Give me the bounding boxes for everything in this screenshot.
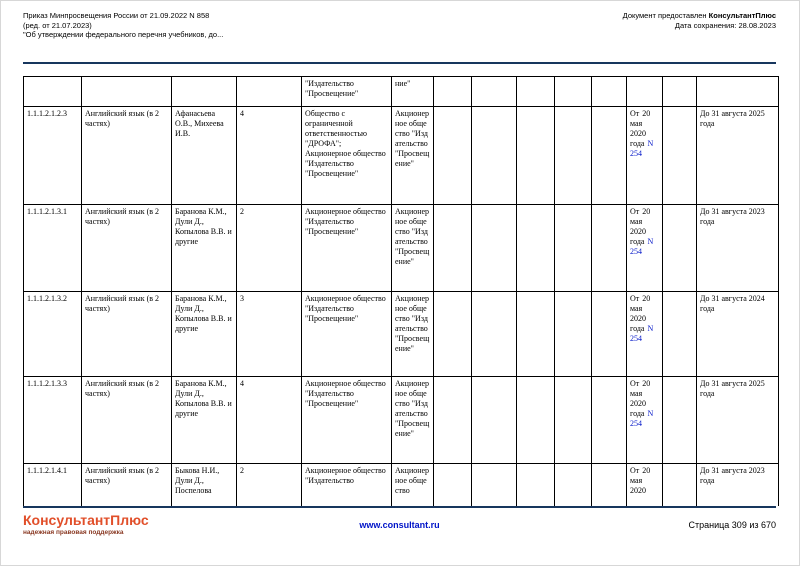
cell-publisher-org: Акционерное общество "Издательство "Просвещение" (392, 377, 434, 464)
cell-empty (663, 292, 697, 377)
cell-empty (472, 464, 517, 507)
cell-empty (592, 464, 627, 507)
cell-empty (555, 205, 592, 292)
cell-empty (592, 377, 627, 464)
footer-divider (23, 506, 776, 508)
consultant-tagline: надежная правовая поддержка (23, 529, 124, 536)
cell-publisher-org: Акционерное общество (392, 464, 434, 507)
cell-empty (555, 107, 592, 205)
cell-empty (555, 377, 592, 464)
document-title-line1: Приказ Минпросвещения России от 21.09.2022 N 858 (23, 11, 210, 20)
cell-number: 1.1.1.2.1.4.1 (24, 464, 82, 507)
cell-order-date (627, 292, 663, 377)
document-footer (23, 512, 776, 536)
cell-valid-until: До 31 августа 2025 года (697, 377, 779, 464)
cell-grade: 3 (237, 292, 302, 377)
table-row-continued (24, 77, 779, 107)
cell-publisher-org: Акционерное общество "Издательство "Просвещение" (392, 205, 434, 292)
cell-empty (663, 107, 697, 205)
consultant-url-link[interactable]: www.consultant.ru (359, 520, 440, 530)
cell-empty (663, 377, 697, 464)
cell-empty (434, 205, 472, 292)
cell-empty (434, 292, 472, 377)
cell-publisher: Акционерное общество "Издательство "Просвещение" (302, 377, 392, 464)
cell-authors: Афанасьева О.В., Михеева И.В. (172, 107, 237, 205)
cell-publisher: "Издательство "Просвещение" (302, 77, 392, 107)
cell-empty (517, 464, 555, 507)
order-number-link[interactable]: N 254 (630, 409, 654, 428)
cell-publisher-org: Акционерное общество "Издательство "Просвещение" (392, 292, 434, 377)
document-title-line2: (ред. от 21.07.2023) (23, 20, 92, 30)
table-row (24, 464, 779, 507)
cell-empty (434, 107, 472, 205)
cell-publisher-org: ние" (392, 77, 434, 107)
cell-empty (592, 292, 627, 377)
textbooks-table (23, 76, 779, 506)
document-title (23, 11, 223, 40)
cell-empty (592, 77, 627, 107)
cell-valid-until (697, 77, 779, 107)
cell-empty (592, 107, 627, 205)
cell-number: 1.1.1.2.1.3.2 (24, 292, 82, 377)
cell-publisher: Акционерное общество "Издательство "Просвещение" (302, 292, 392, 377)
order-date-text: От 20 мая 2020 года (630, 109, 651, 148)
cell-subject (82, 77, 172, 107)
cell-empty (517, 377, 555, 464)
order-date-text: От 20 мая 2020 года (630, 294, 651, 333)
cell-grade (237, 77, 302, 107)
cell-empty (663, 205, 697, 292)
cell-publisher: Общество с ограниченной ответственностью "ДРОФА"; Акционерное общество "Издательство "Просвещение" (302, 107, 392, 205)
cell-publisher: Акционерное общество "Издательство "Просвещение" (302, 205, 392, 292)
cell-empty (555, 292, 592, 377)
cell-empty (592, 205, 627, 292)
cell-order-date (627, 107, 663, 205)
cell-empty (472, 77, 517, 107)
cell-authors: Баранова К.М., Дули Д., Копылова В.В. и другие (172, 292, 237, 377)
cell-empty (663, 77, 697, 107)
cell-order-date (627, 205, 663, 292)
cell-empty (663, 464, 697, 507)
order-number-link[interactable]: N 254 (630, 324, 654, 343)
provided-by-label: Документ предоставлен (622, 11, 707, 20)
cell-grade: 2 (237, 464, 302, 507)
order-date-text: От 20 мая 2020 года (630, 379, 651, 418)
cell-authors: Быкова Н.И., Дули Д., Поспелова (172, 464, 237, 507)
order-number-link[interactable]: N 254 (630, 237, 654, 256)
textbooks-table-container (23, 76, 779, 506)
consultant-logo (23, 512, 253, 536)
cell-order-date (627, 464, 663, 507)
cell-empty (434, 464, 472, 507)
cell-empty (517, 205, 555, 292)
cell-publisher: Акционерное общество "Издательство (302, 464, 392, 507)
table-row (24, 107, 779, 205)
provided-by-brand: КонсультантПлюс (708, 11, 776, 20)
cell-empty (434, 77, 472, 107)
save-date-label: Дата сохранения: 28.08.2023 (674, 20, 776, 30)
cell-empty (472, 292, 517, 377)
cell-order-date (627, 77, 663, 107)
cell-empty (517, 292, 555, 377)
cell-subject: Английский язык (в 2 частях) (82, 464, 172, 507)
table-row (24, 377, 779, 464)
cell-grade: 4 (237, 377, 302, 464)
footer-page-wrap (546, 512, 776, 530)
cell-publisher-org: Акционерное общество "Издательство "Просвещение" (392, 107, 434, 205)
order-date-text: От 20 мая 2020 (630, 466, 651, 495)
provided-by-line (623, 11, 776, 21)
cell-valid-until: До 31 августа 2023 года (697, 205, 779, 292)
consultant-brand-text: КонсультантПлюс (23, 512, 149, 528)
header-divider (23, 62, 776, 64)
cell-empty (472, 377, 517, 464)
cell-authors (172, 77, 237, 107)
cell-subject: Английский язык (в 2 частях) (82, 292, 172, 377)
order-number-link[interactable]: N 254 (630, 139, 654, 158)
cell-empty (434, 377, 472, 464)
cell-subject: Английский язык (в 2 частях) (82, 205, 172, 292)
cell-authors: Баранова К.М., Дули Д., Копылова В.В. и другие (172, 377, 237, 464)
cell-order-date (627, 377, 663, 464)
cell-empty (472, 107, 517, 205)
footer-url-wrap (253, 512, 546, 533)
document-header (23, 11, 776, 40)
cell-grade: 4 (237, 107, 302, 205)
cell-valid-until: До 31 августа 2025 года (697, 107, 779, 205)
cell-empty (517, 77, 555, 107)
table-row (24, 292, 779, 377)
table-row (24, 205, 779, 292)
cell-subject: Английский язык (в 2 частях) (82, 107, 172, 205)
cell-empty (517, 107, 555, 205)
cell-authors: Баранова К.М., Дули Д., Копылова В.В. и другие (172, 205, 237, 292)
cell-valid-until: До 31 августа 2024 года (697, 292, 779, 377)
cell-valid-until: До 31 августа 2023 года (697, 464, 779, 507)
cell-subject: Английский язык (в 2 частях) (82, 377, 172, 464)
cell-empty (555, 77, 592, 107)
document-provenance (623, 11, 776, 40)
cell-empty (555, 464, 592, 507)
order-date-text: От 20 мая 2020 года (630, 207, 651, 246)
cell-grade: 2 (237, 205, 302, 292)
cell-number (24, 77, 82, 107)
cell-number: 1.1.1.2.1.3.3 (24, 377, 82, 464)
cell-number: 1.1.1.2.1.3.1 (24, 205, 82, 292)
cell-empty (472, 205, 517, 292)
document-title-line3: "Об утверждении федерального перечня учебников, до... (23, 30, 224, 39)
page-number-label: Страница 309 из 670 (688, 520, 776, 530)
cell-number: 1.1.1.2.1.2.3 (24, 107, 82, 205)
